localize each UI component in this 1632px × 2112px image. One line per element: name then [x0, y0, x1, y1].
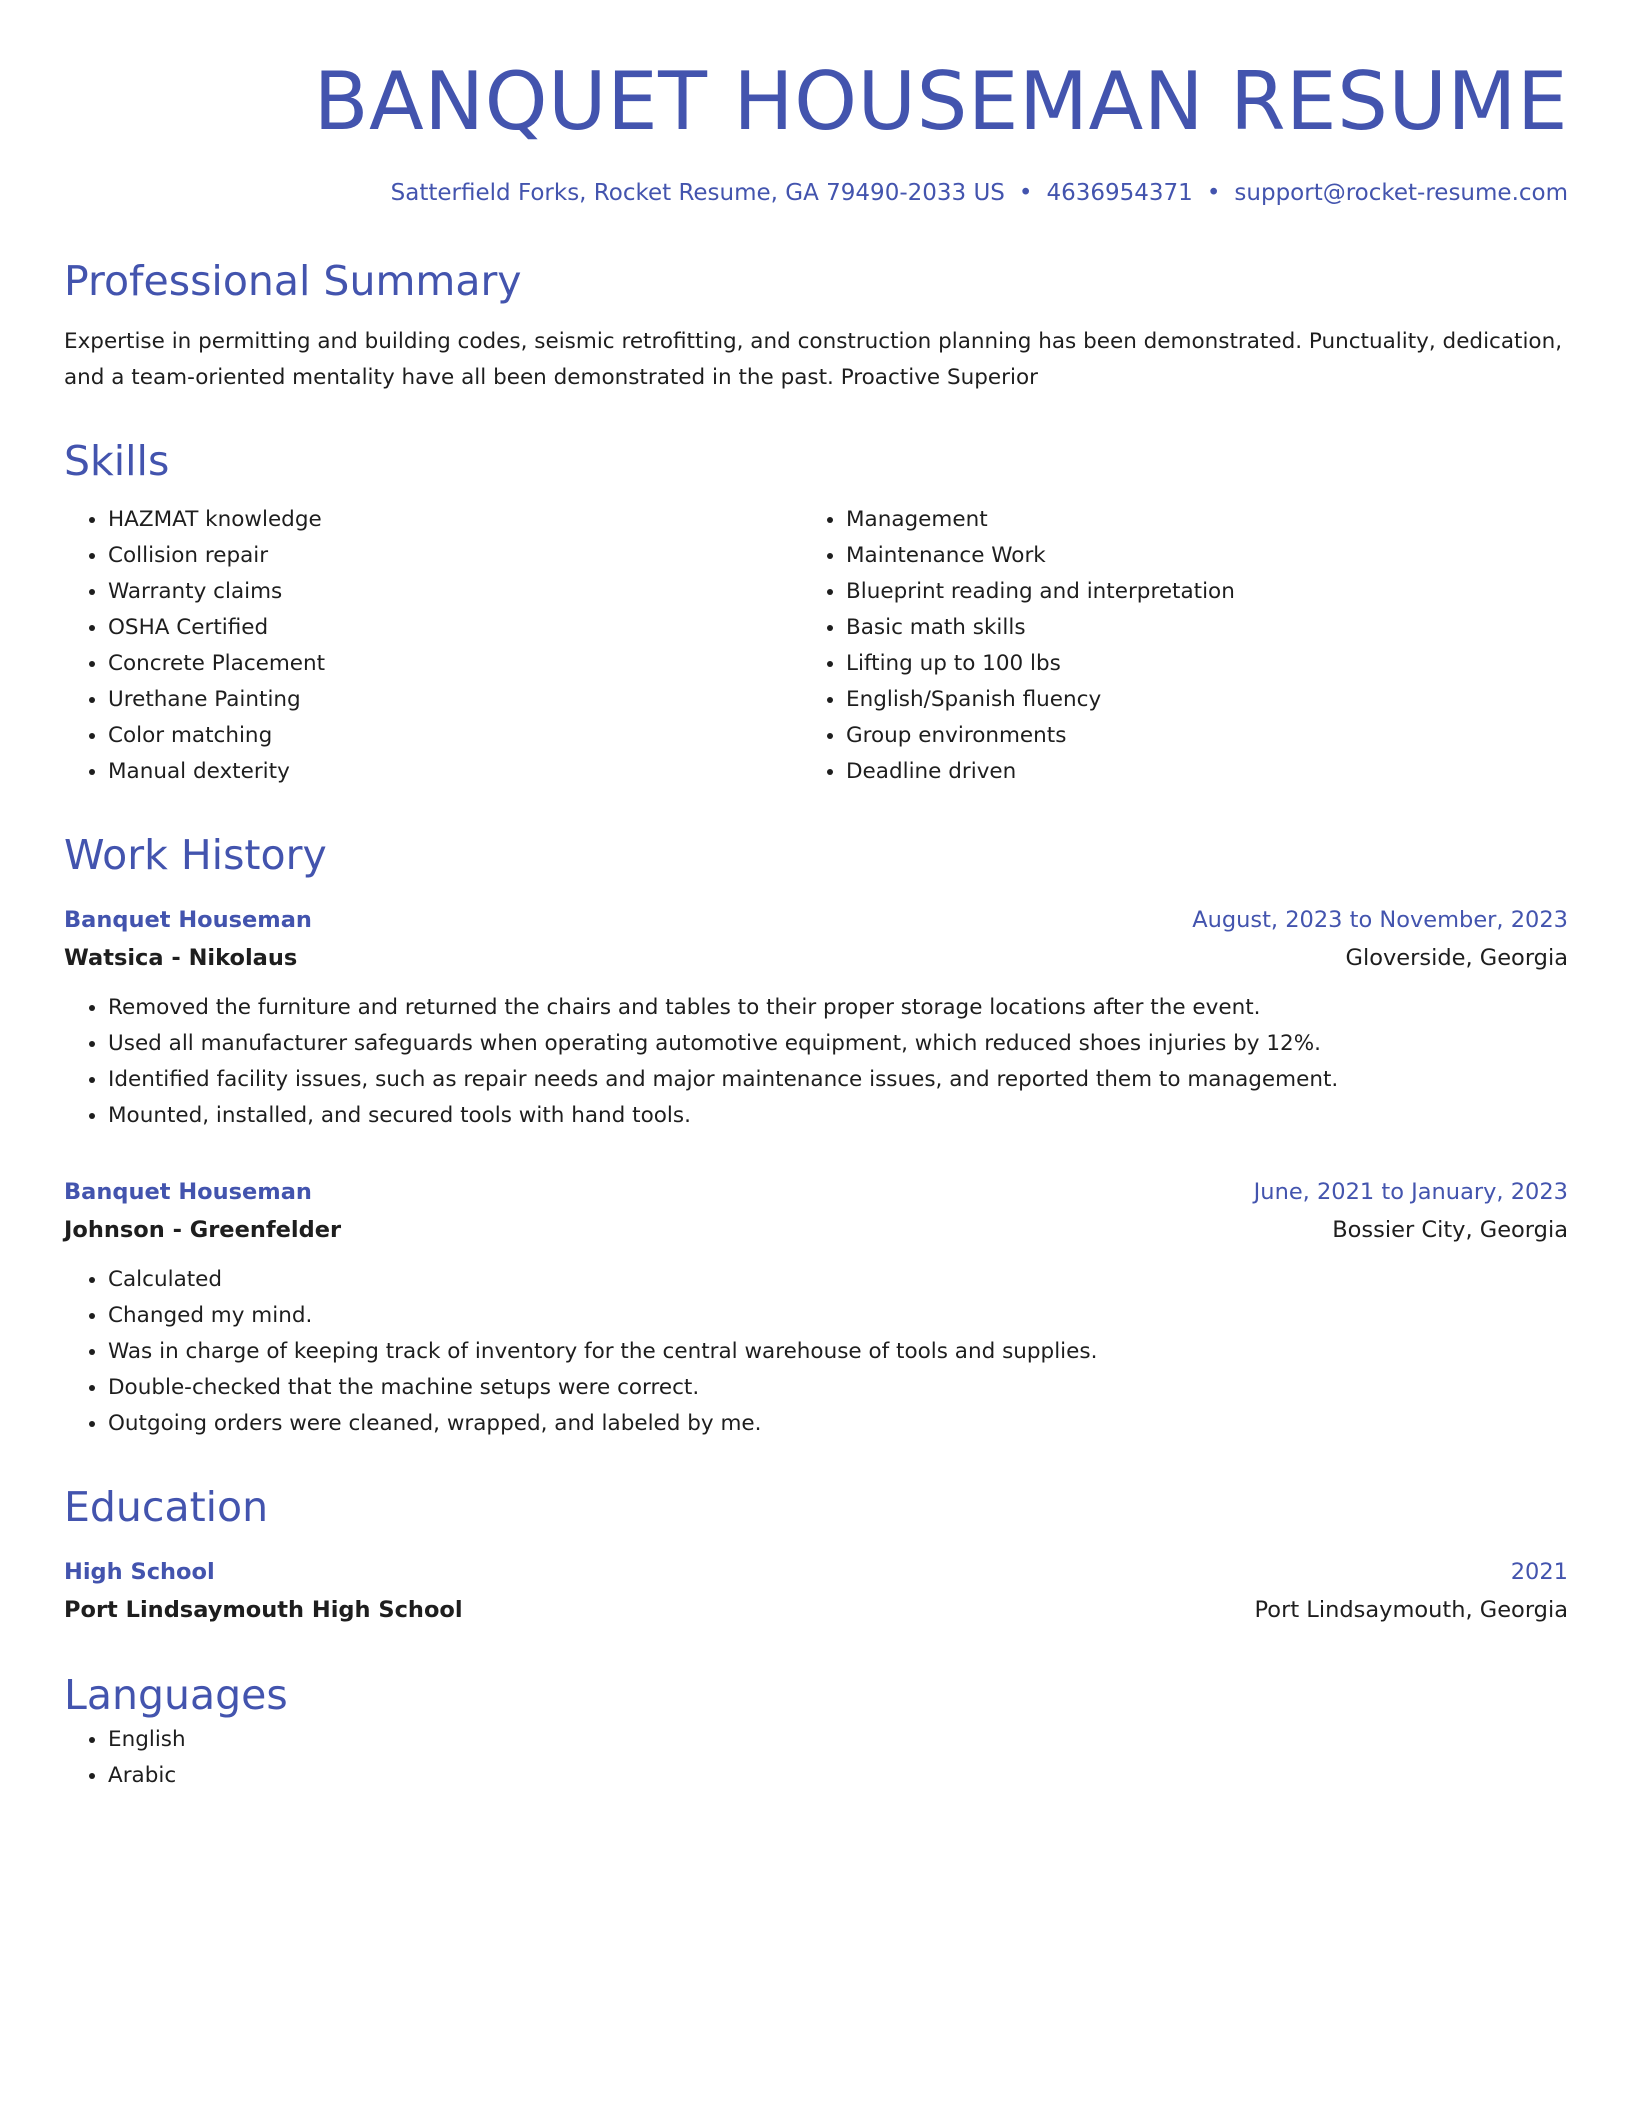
job-duty: • Calculated	[108, 1262, 1568, 1298]
languages-list	[64, 1722, 1568, 1794]
job-title: Banquet Houseman	[64, 907, 312, 933]
summary-text: Expertise in permitting and building codes, seismic retrofitting, and construction planning has been demonstrated. Punctuality, dedication, and a team-oriented mentality have all been demonstrated in the past. Proactive Superior	[64, 329, 1563, 390]
contact-email[interactable]: support@rocket-resume.com	[1234, 180, 1568, 206]
job-company: Watsica - Nikolaus	[64, 945, 298, 971]
skills-section	[64, 434, 1568, 790]
education-heading: Education	[64, 1483, 269, 1531]
skill-item: • HAZMAT knowledge	[108, 502, 802, 538]
skill-item: • Lifting up to 100 lbs	[846, 646, 1540, 682]
language-item: • English	[108, 1722, 1568, 1758]
summary-section	[64, 254, 1568, 396]
skill-item: • Warranty claims	[108, 574, 802, 610]
skills-columns	[64, 502, 1568, 790]
job-title: Banquet Houseman	[64, 1179, 312, 1205]
education-entry	[64, 1554, 1568, 1630]
skill-item: • Color matching	[108, 718, 802, 754]
job-duty: • Used all manufacturer safeguards when operating automotive equipment, which reduced shoes injuries by 12%.	[108, 1026, 1568, 1062]
contact-separator: •	[1206, 180, 1221, 206]
skills-list-left	[64, 502, 802, 790]
languages-section	[64, 1668, 1568, 1794]
job-duty: • Identified facility issues, such as repair needs and major maintenance issues, and reported them to management.	[108, 1062, 1568, 1098]
education-school: Port Lindsaymouth High School	[64, 1597, 463, 1623]
skills-heading: Skills	[64, 437, 170, 485]
job-duty: • Changed my mind.	[108, 1298, 1568, 1334]
job-header-row	[64, 1174, 1568, 1210]
language-item: • Arabic	[108, 1758, 1568, 1794]
job-duty: • Removed the furniture and returned the chairs and tables to their proper storage locations after the event.	[108, 990, 1568, 1026]
education-section	[64, 1480, 1568, 1630]
skill-item: • Blueprint reading and interpretation	[846, 574, 1540, 610]
summary-heading: Professional Summary	[64, 257, 522, 305]
skill-item: • Collision repair	[108, 538, 802, 574]
skill-item: • OSHA Certified	[108, 610, 802, 646]
skill-item: • Management	[846, 502, 1540, 538]
job-entry	[64, 902, 1568, 1134]
job-company: Johnson - Greenfelder	[64, 1217, 342, 1243]
job-location: Bossier City, Georgia	[1332, 1217, 1568, 1243]
job-header-row	[64, 902, 1568, 938]
contact-address: Satterfield Forks, Rocket Resume, GA 79490-2033 US	[390, 180, 1005, 206]
education-year: 2021	[1510, 1559, 1568, 1585]
resume-name: BANQUET HOUSEMAN RESUME	[313, 55, 1568, 148]
skills-list-right	[802, 502, 1540, 790]
job-duty: • Outgoing orders were cleaned, wrapped, and labeled by me.	[108, 1406, 1568, 1442]
job-dates: August, 2023 to November, 2023	[1192, 907, 1568, 933]
job-entry	[64, 1174, 1568, 1442]
contact-separator: •	[1018, 180, 1033, 206]
languages-heading: Languages	[64, 1671, 288, 1719]
skill-item: • Maintenance Work	[846, 538, 1540, 574]
education-school-row	[64, 1590, 1568, 1630]
contact-phone: 4636954371	[1046, 180, 1193, 206]
job-duty: • Was in charge of keeping track of inventory for the central warehouse of tools and supplies.	[108, 1334, 1568, 1370]
skill-item: • Group environments	[846, 718, 1540, 754]
job-duties	[64, 1262, 1568, 1442]
skill-item: • Deadline driven	[846, 754, 1540, 790]
skills-column-right	[802, 502, 1540, 790]
work-history-section	[64, 828, 1568, 1442]
job-company-row	[64, 1210, 1568, 1250]
skill-item: • Concrete Placement	[108, 646, 802, 682]
work-history-heading: Work History	[64, 831, 327, 879]
skills-column-left	[64, 502, 802, 790]
education-location: Port Lindsaymouth, Georgia	[1254, 1597, 1568, 1623]
education-header-row	[64, 1554, 1568, 1590]
job-duty: • Double-checked that the machine setups were correct.	[108, 1370, 1568, 1406]
contact-line	[64, 176, 1568, 210]
skill-item: • Urethane Painting	[108, 682, 802, 718]
job-dates: June, 2021 to January, 2023	[1253, 1179, 1568, 1205]
skill-item: • Basic math skills	[846, 610, 1540, 646]
education-degree: High School	[64, 1559, 215, 1585]
job-duties	[64, 990, 1568, 1134]
job-company-row	[64, 938, 1568, 978]
job-duty: • Mounted, installed, and secured tools with hand tools.	[108, 1098, 1568, 1134]
skill-item: • English/Spanish fluency	[846, 682, 1540, 718]
skill-item: • Manual dexterity	[108, 754, 802, 790]
job-location: Gloverside, Georgia	[1345, 945, 1568, 971]
